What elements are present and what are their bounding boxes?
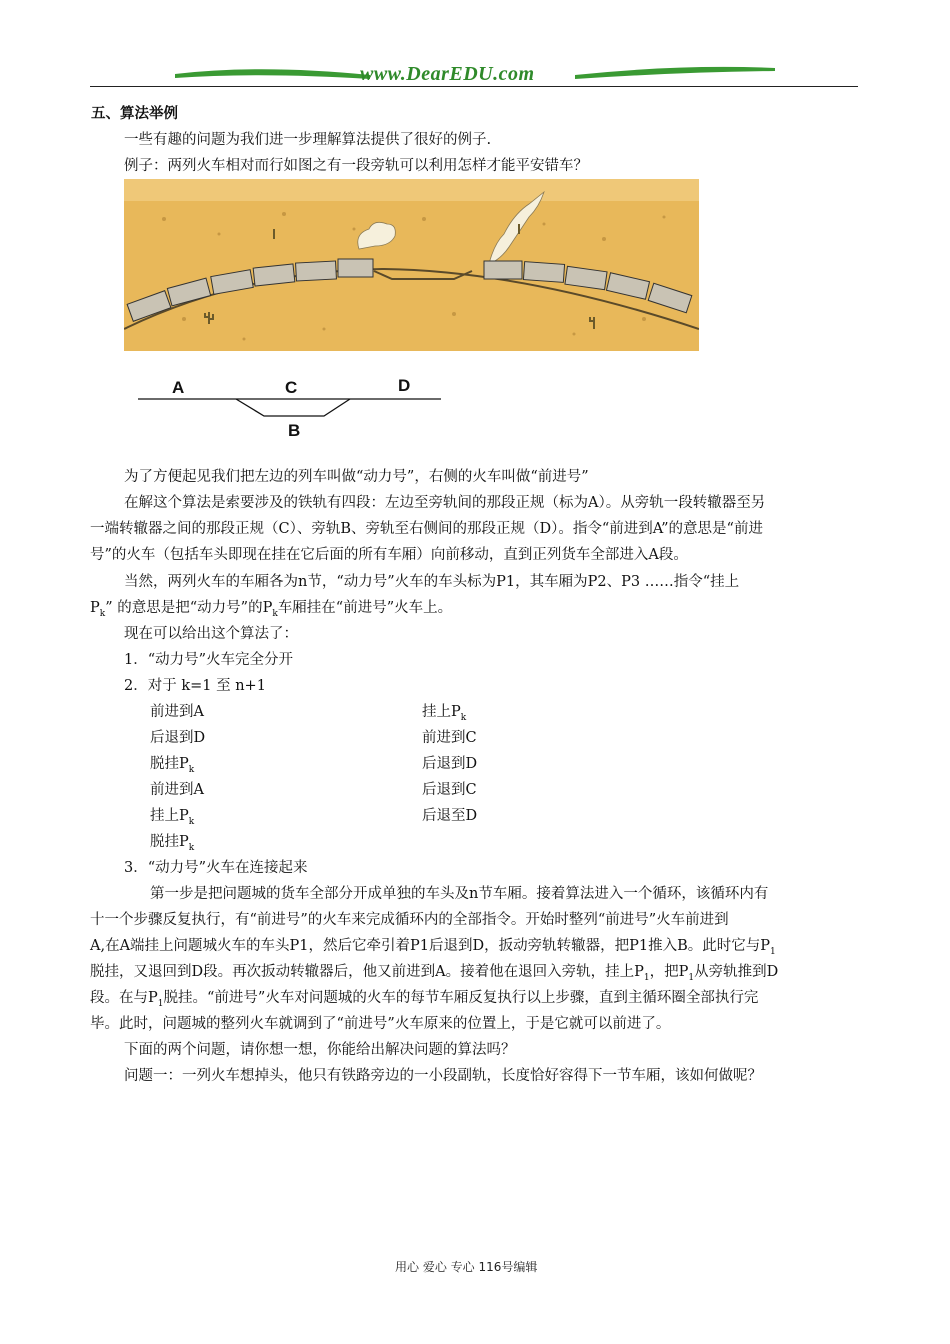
paragraph-tracks-line1: 在解这个算法是索要涉及的铁轨有四段：左边至旁轨间的那段正规（标为A）。从旁轨一段转辙器至另 [124, 495, 766, 511]
loop-step-right-5: 后退至D [422, 808, 478, 824]
paragraph-algorithm-intro: 现在可以给出这个算法了： [124, 626, 298, 642]
section-title: 五、算法举例 [91, 105, 178, 122]
loop-step-left-4: 前进到A [150, 782, 204, 798]
track-label-a: A [172, 378, 185, 397]
paragraph-tracks-line3: 号”的火车（包括车头即现在挂在它后面的所有车厢）向前移动，直到正列货车全部进入A段。 [90, 547, 688, 563]
explanation-line-3: A,在A端挂上问题城火车的车头P1，然后它牵引着P1后退到D，扳动旁轨转辙器，把P1推入B。此时它与$P_1$ [90, 938, 776, 957]
track-label-c: C [285, 378, 298, 397]
loop-step-left-6: 脱挂$P_k$ [150, 834, 195, 853]
track-diagram [136, 372, 446, 444]
loop-step-left-3: 脱挂$P_k$ [150, 756, 195, 775]
question-one: 问题一：一列火车想掉头，他只有铁路旁边的一小段副轨，长度恰好容得下一节车厢，该如何做呢？ [124, 1068, 762, 1084]
loop-step-right-1: 挂上$P_k$ [422, 704, 467, 723]
loop-step-left-5: 挂上$P_k$ [150, 808, 195, 827]
explanation-line-1: 第一步是把问题城的货车全部分开成单独的车头及n节车厢。接着算法进入一个循环，该循环内有 [150, 886, 769, 902]
paragraph-naming: 为了方便起见我们把左边的列车叫做“动力号”，右侧的火车叫做“前进号” [124, 469, 589, 485]
page-footer: 用心 爱心 专心 116号编辑 [395, 1260, 538, 1274]
loop-step-right-3: 后退到D [422, 756, 478, 772]
example-text: 例子：两列火车相对而行如图之有一段旁轨可以利用怎样才能平安错车？ [124, 158, 588, 174]
explanation-line-6: 毕。此时，问题城的整列火车就调到了“前进号”火车原来的位置上，于是它就可以前进了。 [90, 1016, 671, 1032]
train-illustration [124, 179, 699, 351]
algorithm-step-2: 2．对于 k=1 至 n+1 [124, 678, 266, 694]
loop-step-right-4: 后退到C [422, 782, 477, 798]
explanation-line-5: 段。在与$P_1$脱挂。“前进号”火车对问题城的火车的每节车厢反复执行以上步骤，直到主循环圈全部执行完 [90, 990, 759, 1009]
track-label-d: D [398, 376, 411, 395]
loop-step-right-2: 前进到C [422, 730, 477, 746]
explanation-line-2: 十一个步骤反复执行，有“前进号”的火车来完成循环内的全部指令。开始时整列“前进号”火车前进到 [90, 912, 729, 928]
explanation-line-4: 脱挂，又退回到D段。再次扳动转辙器后，他又前进到A。接着他在退回入旁轨，挂上$P_1$，把$P_1$从旁轨推到D [90, 964, 779, 983]
algorithm-step-1: 1．“动力号”火车完全分开 [124, 652, 294, 668]
paragraph-tracks-line2: 一端转辙器之间的那段正规（C）、旁轨B、旁轨至右侧间的那段正规（D）。指令“前进到A”的意思是“前进 [90, 521, 763, 537]
paragraph-cars-line2: $P_k$” 的意思是把“动力号”的$P_k$车厢挂在“前进号”火车上。 [90, 600, 453, 619]
header-rule [90, 86, 858, 87]
track-label-b: B [288, 421, 301, 440]
site-logo-text[interactable]: www.DearEDU.com [360, 63, 535, 85]
intro-text: 一些有趣的问题为我们进一步理解算法提供了很好的例子. [124, 132, 492, 148]
paragraph-cars-line1: 当然，两列火车的车厢各为n节，“动力号”火车的车头标为P1，其车厢为P2、P3 ……指令“挂上 [124, 574, 740, 590]
algorithm-step-3: 3．“动力号”火车在连接起来 [124, 860, 308, 876]
questions-intro: 下面的两个问题，请你想一想，你能给出解决问题的算法吗？ [124, 1042, 516, 1058]
loop-step-left-2: 后退到D [150, 730, 206, 746]
loop-step-left-1: 前进到A [150, 704, 204, 720]
